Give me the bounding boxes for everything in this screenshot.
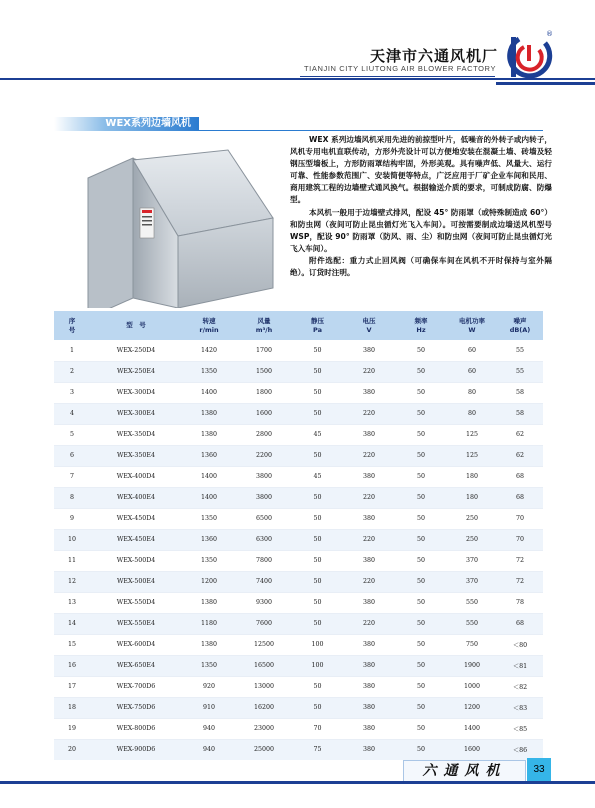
table-cell: 100 [292,655,343,676]
table-cell: ＜80 [497,634,543,655]
company-name-cn: 天津市六通风机厂 [370,47,499,65]
table-cell: 380 [343,466,395,487]
column-header-unit: dB(A) [509,325,531,334]
table-cell: 1380 [182,634,236,655]
table-cell: 50 [292,382,343,403]
table-cell: 70 [497,529,543,550]
table-cell: 220 [343,529,395,550]
table-row [54,550,543,571]
table-cell: 68 [497,613,543,634]
table-cell: 220 [343,613,395,634]
table-row [54,529,543,550]
table-cell: 58 [497,382,543,403]
table-cell: 50 [395,466,447,487]
table-cell: 50 [395,487,447,508]
column-header [395,311,447,340]
column-header-unit: V [366,325,372,334]
table-row [54,676,543,697]
table-cell: 50 [292,340,343,361]
column-header-unit: W [468,325,476,334]
table-cell: 7400 [236,571,292,592]
table-cell: 1350 [182,655,236,676]
footer-rule [0,781,595,784]
table-row [54,382,543,403]
table-cell: 18 [54,697,90,718]
table-cell: WEX-800D6 [90,718,182,739]
table-cell: 7800 [236,550,292,571]
table-cell: WEX-450D4 [90,508,182,529]
table-cell: WEX-750D6 [90,697,182,718]
table-cell: 1500 [236,361,292,382]
table-cell: 72 [497,550,543,571]
table-cell: 7 [54,466,90,487]
table-cell: 68 [497,466,543,487]
table-cell: 920 [182,676,236,697]
table-cell: 62 [497,424,543,445]
table-cell: 19 [54,718,90,739]
table-cell: 25000 [236,739,292,760]
table-cell: 15 [54,634,90,655]
table-cell: 380 [343,697,395,718]
table-cell: WEX-350D4 [90,424,182,445]
table-cell: WEX-300E4 [90,403,182,424]
column-header [182,311,236,340]
table-cell: 180 [447,466,497,487]
table-cell: 1600 [236,403,292,424]
table-cell: WEX-350E4 [90,445,182,466]
column-header [236,311,292,340]
column-header-label: 电压 [362,316,376,325]
table-cell: 50 [395,340,447,361]
column-header [90,311,182,340]
table-cell: WEX-250E4 [90,361,182,382]
table-row [54,592,543,613]
table-cell: 220 [343,361,395,382]
table-cell: 1400 [447,718,497,739]
table-cell: 50 [395,592,447,613]
column-header-unit: m³/h [255,325,273,334]
table-cell: 50 [292,613,343,634]
column-header-label: 风量 [257,316,271,325]
table-cell: 50 [395,424,447,445]
table-cell: 1180 [182,613,236,634]
table-cell: 50 [292,550,343,571]
table-cell: 910 [182,697,236,718]
table-header-row [54,311,543,340]
table-cell: 50 [395,634,447,655]
table-cell: 75 [292,739,343,760]
column-header [447,311,497,340]
table-cell: 50 [292,592,343,613]
table-cell: 50 [395,571,447,592]
table-cell: 50 [395,655,447,676]
table-row [54,403,543,424]
table-cell: 1360 [182,445,236,466]
column-header-label: 转速 [202,316,216,325]
table-cell: 1600 [447,739,497,760]
table-cell: 370 [447,550,497,571]
table-cell: 55 [497,340,543,361]
table-row [54,613,543,634]
table-cell: 50 [292,529,343,550]
company-logo-icon [505,25,555,81]
table-row [54,655,543,676]
table-cell: 50 [395,361,447,382]
table-cell: WEX-500E4 [90,571,182,592]
table-cell: 9300 [236,592,292,613]
table-cell: 70 [497,508,543,529]
table-cell: 60 [447,361,497,382]
table-cell: ＜81 [497,655,543,676]
table-cell: 60 [447,340,497,361]
column-header-unit: Hz [416,325,426,334]
table-cell: WEX-700D6 [90,676,182,697]
table-cell: 1400 [182,382,236,403]
table-cell: 17 [54,676,90,697]
table-cell: 1 [54,340,90,361]
table-cell: 20 [54,739,90,760]
column-header [343,311,395,340]
table-cell: 1360 [182,529,236,550]
table-cell: 5 [54,424,90,445]
table-cell: 220 [343,571,395,592]
table-cell: 1900 [447,655,497,676]
table-cell: 380 [343,676,395,697]
table-row [54,361,543,382]
table-cell: 1350 [182,508,236,529]
table-cell: 6300 [236,529,292,550]
table-cell: 80 [447,382,497,403]
table-cell: 78 [497,592,543,613]
table-cell: 3 [54,382,90,403]
table-cell: 380 [343,508,395,529]
column-header-label: 噪声 [513,316,527,325]
table-cell: 550 [447,613,497,634]
table-cell: 380 [343,718,395,739]
table-cell: 1350 [182,550,236,571]
specification-table [54,311,543,761]
table-cell: 50 [292,676,343,697]
description-paragraph: 本风机一般用于边墙壁式排风，配设 45° 防雨罩（或特殊制造成 60°）和防虫网（夜间可防止昆虫循灯光飞入车间）。可按需要制成边墙送风机型号 WSP，配设 90° 防雨罩（防风、雨、尘）和防虫网（夜间可防止昆虫循灯光飞入车间）。 [290,207,552,253]
header-accent-rule [496,82,595,85]
column-header-unit: 号 [68,325,76,334]
column-header-label: 型 号 [126,321,146,329]
table-cell: 1400 [182,466,236,487]
table-cell: 380 [343,382,395,403]
table-row [54,424,543,445]
table-cell: 940 [182,739,236,760]
table-row [54,508,543,529]
table-cell: 16500 [236,655,292,676]
table-cell: 1200 [182,571,236,592]
table-cell: 12500 [236,634,292,655]
table-cell: 72 [497,571,543,592]
column-header-label: 序 [68,316,76,325]
table-cell: 1200 [447,697,497,718]
table-cell: ＜85 [497,718,543,739]
table-row [54,571,543,592]
page-number: 33 [527,758,551,782]
section-title-rule [199,130,543,131]
table-cell: 45 [292,466,343,487]
product-description [290,134,552,279]
table-cell: 1800 [236,382,292,403]
table-cell: 100 [292,634,343,655]
table-cell: 4 [54,403,90,424]
wall-fan-product-image [78,148,278,308]
table-cell: 6 [54,445,90,466]
table-cell: WEX-600D4 [90,634,182,655]
table-cell: 14 [54,613,90,634]
table-row [54,445,543,466]
table-cell: 50 [395,739,447,760]
table-cell: WEX-550D4 [90,592,182,613]
table-cell: 125 [447,445,497,466]
table-cell: 10 [54,529,90,550]
table-cell: 380 [343,592,395,613]
table-cell: 1380 [182,592,236,613]
table-cell: ＜83 [497,697,543,718]
table-cell: 6500 [236,508,292,529]
registered-mark: ® [546,30,553,38]
table-cell: 50 [395,676,447,697]
table-cell: WEX-400E4 [90,487,182,508]
table-cell: 50 [292,445,343,466]
table-cell: 7600 [236,613,292,634]
table-row [54,739,543,760]
table-cell: 80 [447,403,497,424]
table-cell: 50 [395,403,447,424]
table-cell: 50 [292,571,343,592]
column-header-unit: Pa [313,325,322,334]
table-cell: 1000 [447,676,497,697]
table-cell: 8 [54,487,90,508]
table-cell: 50 [395,382,447,403]
table-cell: 380 [343,550,395,571]
table-cell: 3800 [236,487,292,508]
table-cell: WEX-900D6 [90,739,182,760]
table-row [54,340,543,361]
table-cell: 50 [395,697,447,718]
column-header-label: 静压 [311,316,324,325]
table-row [54,634,543,655]
table-cell: 380 [343,340,395,361]
table-cell: 380 [343,424,395,445]
table-cell: 250 [447,508,497,529]
table-row [54,487,543,508]
table-cell: 125 [447,424,497,445]
table-row [54,697,543,718]
table-cell: 1400 [182,487,236,508]
table-cell: 13000 [236,676,292,697]
table-cell: 50 [395,529,447,550]
table-cell: 370 [447,571,497,592]
table-cell: 1350 [182,361,236,382]
table-cell: 50 [292,697,343,718]
table-cell: 23000 [236,718,292,739]
table-cell: 2200 [236,445,292,466]
table-cell: 750 [447,634,497,655]
table-cell: 250 [447,529,497,550]
table-cell: 55 [497,361,543,382]
table-cell: 13 [54,592,90,613]
column-header-label: 电机功率 [459,316,485,325]
section-title-bar [54,117,199,131]
table-cell: WEX-250D4 [90,340,182,361]
table-cell: 62 [497,445,543,466]
table-cell: ＜82 [497,676,543,697]
table-cell: 9 [54,508,90,529]
table-cell: 50 [395,550,447,571]
table-cell: 50 [395,508,447,529]
column-header [497,311,543,340]
table-cell: 50 [395,718,447,739]
table-cell: 1380 [182,424,236,445]
table-cell: 1380 [182,403,236,424]
table-cell: 380 [343,739,395,760]
table-cell: 220 [343,403,395,424]
table-cell: 1420 [182,340,236,361]
description-paragraph: WEX 系列边墙风机采用先进的前掠型叶片，低噪音的外转子或内转子，风机专用电机直联传动，方形外壳设计可以方便地安装在混凝土墙、砖墙及轻钢压型墙板上，方形防雨罩结构牢固，外形美观。具有噪声低、风量大、运行可靠、性能参数范围广、安装简便等特点，广泛应用于厂矿企业车间和民用、商用建筑工程的边墙壁式通风换气。根据输送介质的要求，可制成防腐、防爆型。 [290,135,552,205]
table-cell: ＜86 [497,739,543,760]
table-cell: 50 [292,361,343,382]
table-cell: 220 [343,487,395,508]
table-cell: WEX-450E4 [90,529,182,550]
table-cell: WEX-400D4 [90,466,182,487]
table-cell: 550 [447,592,497,613]
table-cell: 68 [497,487,543,508]
section-title: WEX系列边墙风机 [105,118,191,129]
table-cell: 380 [343,655,395,676]
table-cell: 940 [182,718,236,739]
table-cell: 2 [54,361,90,382]
table-cell: WEX-550E4 [90,613,182,634]
table-cell: 50 [292,403,343,424]
footer-brand: 六通风机 [403,760,526,782]
header-divider [300,76,495,77]
table-cell: 58 [497,403,543,424]
table-cell: 50 [292,487,343,508]
table-cell: 3800 [236,466,292,487]
table-cell: WEX-650E4 [90,655,182,676]
table-cell: 220 [343,445,395,466]
column-header-label: 频率 [414,316,428,325]
table-cell: WEX-500D4 [90,550,182,571]
table-cell: 11 [54,550,90,571]
table-cell: 2800 [236,424,292,445]
table-cell: 16 [54,655,90,676]
column-header [54,311,90,340]
table-cell: 50 [292,508,343,529]
column-header-unit: r/min [199,325,219,334]
table-cell: 12 [54,571,90,592]
table-cell: 50 [395,445,447,466]
table-cell: 380 [343,634,395,655]
table-cell: 45 [292,424,343,445]
table-cell: 70 [292,718,343,739]
table-cell: 180 [447,487,497,508]
table-cell: 50 [395,613,447,634]
company-name-en: TIANJIN CITY LIUTONG AIR BLOWER FACTORY [304,64,497,73]
table-cell: 16200 [236,697,292,718]
table-cell: 1700 [236,340,292,361]
description-paragraph: 附件选配：重力式止回风阀（可确保车间在风机不开时保持与室外隔绝）。订货时注明。 [290,255,552,278]
table-row [54,718,543,739]
table-cell: WEX-300D4 [90,382,182,403]
table-row [54,466,543,487]
column-header [292,311,343,340]
